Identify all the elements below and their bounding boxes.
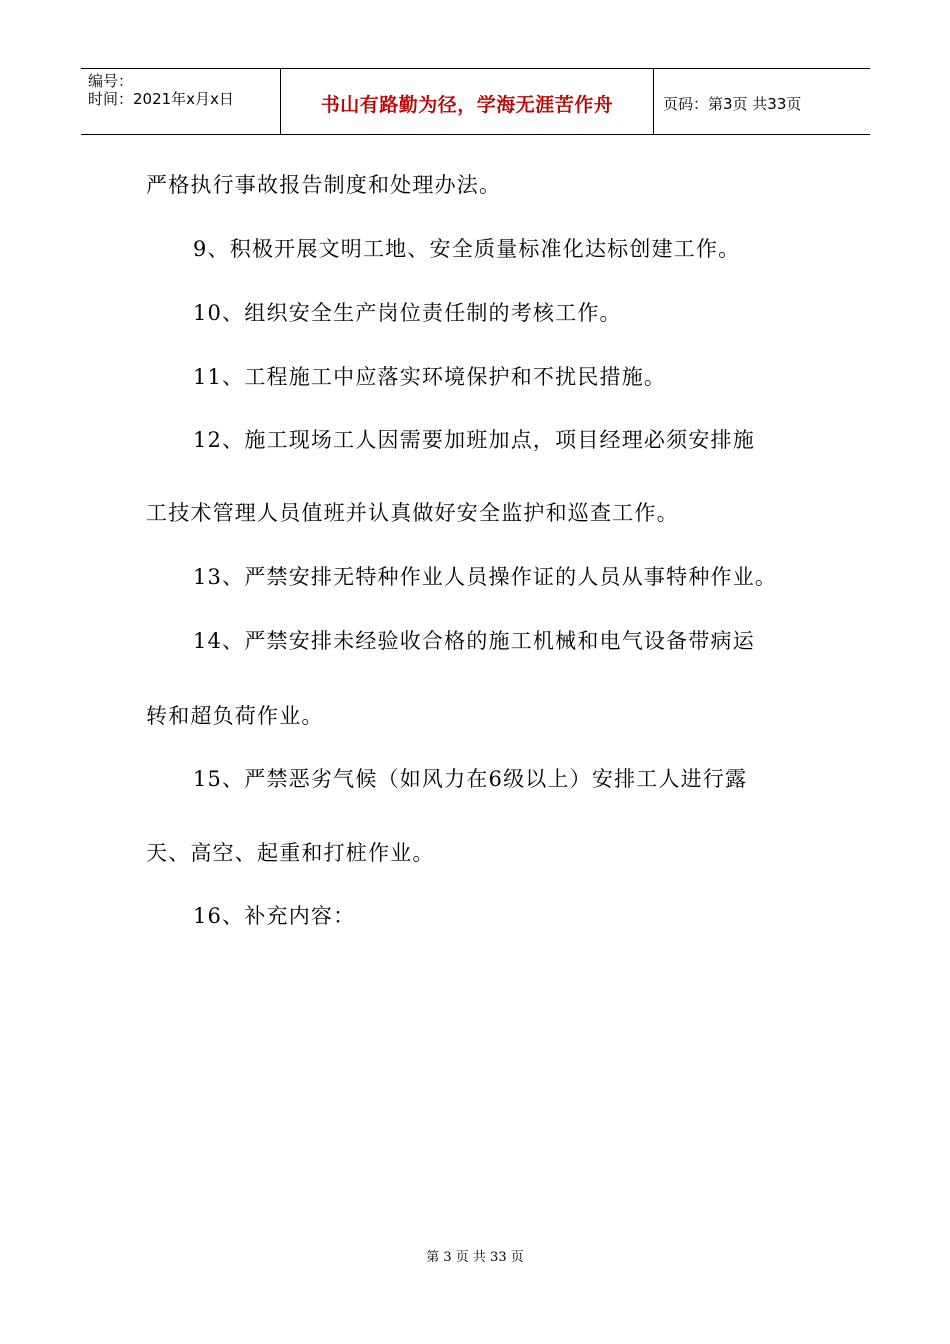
document-number-label: 编号： [88,72,134,90]
body-line: 14、严禁安排未经验收合格的施工机械和电气设备带病运 [193,629,755,653]
body-line: 15、严禁恶劣气候（如风力在6级以上）安排工人进行露 [193,767,748,791]
header-page-cell [654,69,870,134]
header-meta-cell [81,69,281,134]
body-line: 工技术管理人员值班并认真做好安全监护和巡查工作。 [146,501,679,525]
header-motto-cell [281,69,654,134]
header-motto: 书山有路勤为径，学海无涯苦作舟 [320,94,614,116]
body-line: 16、补充内容： [193,904,356,928]
body-line: 12、施工现场工人因需要加班加点，项目经理必须安排施 [193,428,755,452]
body-line: 9、积极开展文明工地、安全质量标准化达标创建工作。 [193,237,741,261]
page-footer: 第 3 页 共 33 页 [426,1250,524,1265]
body-line: 天、高空、起重和打桩作业。 [146,841,435,865]
body-line: 转和超负荷作业。 [146,704,324,728]
body-line: 严格执行事故报告制度和处理办法。 [146,173,502,197]
body-line: 13、严禁安排无特种作业人员操作证的人员从事特种作业。 [193,565,778,589]
document-date-label: 时间：2021年x月x日 [88,90,234,108]
body-line: 11、工程施工中应落实环境保护和不扰民措施。 [193,365,667,389]
body-line: 10、组织安全生产岗位责任制的考核工作。 [193,301,622,325]
page-header [81,68,870,135]
header-page-info: 页码：第3页 共33页 [663,95,802,113]
